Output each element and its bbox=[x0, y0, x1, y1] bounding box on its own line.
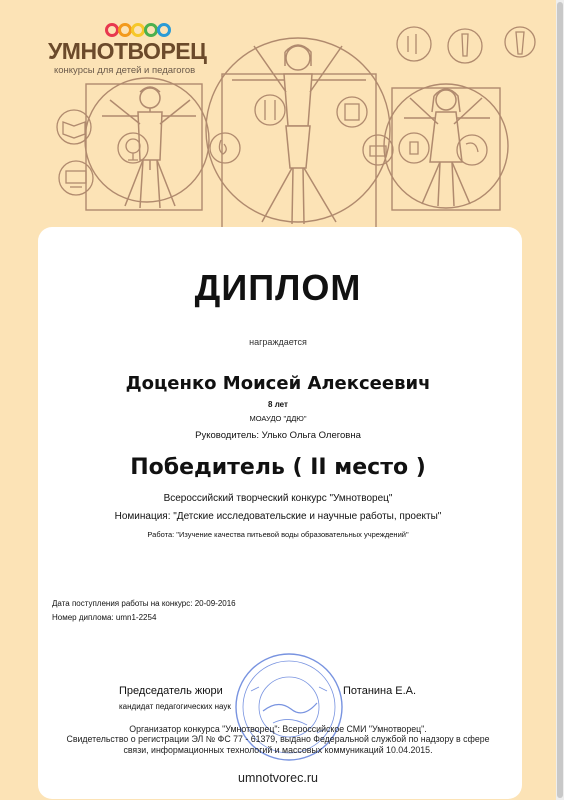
signature-name: Потанина Е.А. bbox=[343, 685, 417, 697]
place-heading: Победитель ( II место ) bbox=[130, 455, 426, 480]
recipient-age: 8 лет bbox=[268, 400, 288, 409]
diploma-title: ДИПЛОМ bbox=[194, 267, 362, 308]
nomination-line: Номинация: "Детские исследовательские и научные работы, проекты" bbox=[114, 511, 442, 522]
work-line: Работа: "Изучение качества питьевой воды образовательных учреждений" bbox=[147, 530, 409, 539]
logo-name: УМНОТВОРЕЦ bbox=[48, 38, 207, 64]
logo-tagline: конкурсы для детей и педагогов bbox=[54, 65, 196, 76]
recipient-organization: МОАУДО "ДДЮ" bbox=[249, 414, 307, 423]
contest-line: Всероссийский творческий конкурс "Умнотворец" bbox=[163, 493, 393, 504]
brand-logo bbox=[46, 22, 236, 78]
signature-degree: кандидат педагогических наук bbox=[119, 702, 231, 711]
submission-date: Дата поступления работы на конкурс: 20-09-2016 bbox=[52, 599, 236, 608]
signature-role: Председатель жюри bbox=[119, 685, 223, 697]
website-link[interactable]: umnotvorec.ru bbox=[238, 771, 318, 785]
footer-registration: Свидетельство о регистрации ЭЛ № ФС 77 - 61379, выдано Федеральной службой по надзору в сфере bbox=[66, 734, 490, 744]
mentor-line: Руководитель: Улько Ольга Олеговна bbox=[195, 430, 361, 441]
footer-registration-cont: связи, информационных технологий и массовых коммуникаций 10.04.2015. bbox=[123, 745, 433, 755]
logo-circles-icon bbox=[105, 22, 171, 38]
footer-organizer: Организатор конкурса "Умнотворец": Всероссийское СМИ "Умнотворец". bbox=[129, 724, 427, 734]
awarded-label: награждается bbox=[249, 337, 307, 347]
recipient-name: Доценко Моисей Алексеевич bbox=[125, 373, 431, 394]
scrollbar-thumb[interactable] bbox=[557, 2, 563, 798]
diploma-number: Номер диплома: umn1-2254 bbox=[52, 613, 157, 622]
scrollbar-track[interactable] bbox=[556, 0, 564, 800]
